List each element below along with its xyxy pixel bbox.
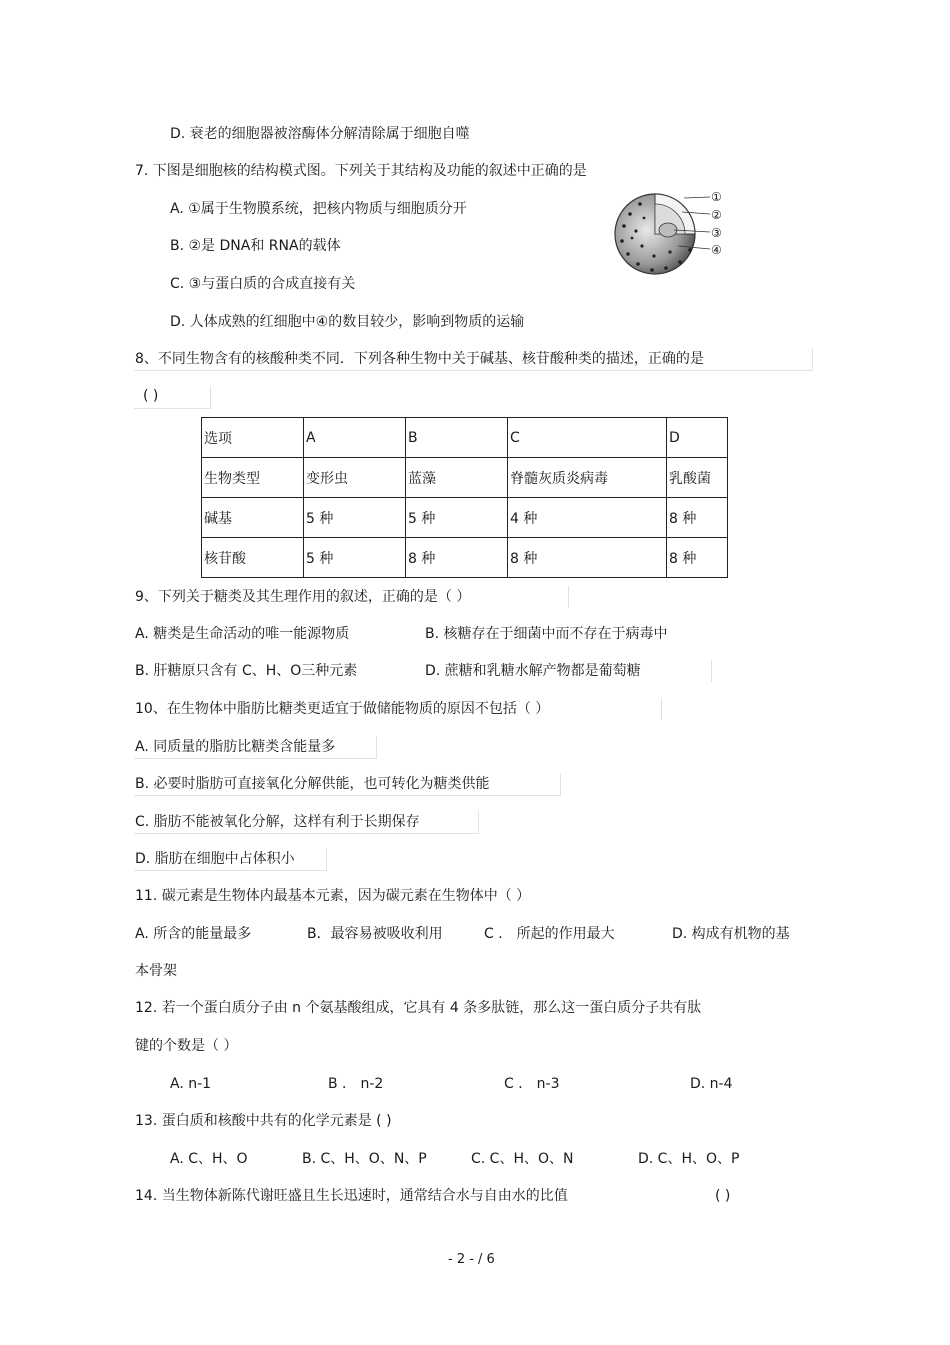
q11-stem: 11. 碳元素是生物体内最基本元素，因为碳元素在生物体中（ ）: [135, 888, 531, 904]
table-cell: C: [508, 418, 667, 458]
q12-option-a: A. n-1: [170, 1076, 212, 1092]
table-cell: 乳酸菌: [667, 458, 728, 498]
q9-stem: 9、下列关于糖类及其生理作用的叙述，正确的是（ ）: [135, 589, 471, 605]
q11-option-d-continued: 本骨架: [135, 963, 177, 979]
table-cell: 8 种: [667, 538, 728, 578]
q7-option-d: D. 人体成熟的红细胞中④的数目较少，影响到物质的运输: [170, 314, 525, 330]
q7-option-c: C. ③与蛋白质的合成直接有关: [170, 276, 356, 292]
q13-option-a: A. C、H、O: [170, 1151, 248, 1167]
table-row: [202, 538, 728, 578]
q7-stem: 7. 下图是细胞核的结构模式图。下列关于其结构及功能的叙述中正确的是: [135, 163, 587, 179]
q9-option-c: B. 肝糖原只含有 C、H、O三种元素: [135, 663, 358, 679]
table-row: [202, 418, 728, 458]
q10-option-a: A. 同质量的脂肪比糖类含能量多: [135, 739, 336, 755]
table-cell: 核苷酸: [202, 538, 304, 578]
table-cell: 8 种: [406, 538, 508, 578]
figure-label-3: ③: [711, 226, 722, 240]
q13-option-c: C. C、H、O、N: [471, 1151, 574, 1167]
q8-options-table: [201, 417, 728, 578]
table-cell: 4 种: [508, 498, 667, 538]
q12-option-b: B ． n-2: [328, 1076, 384, 1092]
table-cell: 5 种: [304, 538, 406, 578]
q12-stem-continued: 键的个数是（ ）: [135, 1038, 238, 1054]
q9-option-b: B. 核糖存在于细菌中而不存在于病毒中: [425, 626, 668, 642]
q12-stem: 12. 若一个蛋白质分子由 n 个氨基酸组成，它具有 4 条多肽链，那么这一蛋白质分子共有肽: [135, 1000, 702, 1016]
q7-option-b: B. ②是 DNA和 RNA的载体: [170, 238, 341, 254]
table-cell: 脊髓灰质炎病毒: [508, 458, 667, 498]
figure-label-1: ①: [711, 190, 722, 204]
q11-option-d: D. 构成有机物的基: [672, 926, 790, 942]
q6-option-d: D. 衰老的细胞器被溶酶体分解清除属于细胞自噬: [170, 126, 470, 142]
q14-stem: 14. 当生物体新陈代谢旺盛且生长迅速时，通常结合水与自由水的比值: [135, 1188, 568, 1204]
q11-option-a: A. 所含的能量最多: [135, 926, 252, 942]
figure-label-2: ②: [711, 208, 722, 222]
q9-option-a: A. 糖类是生命活动的唯一能源物质: [135, 626, 350, 642]
table-cell: 碱基: [202, 498, 304, 538]
table-cell: 生物类型: [202, 458, 304, 498]
table-cell: A: [304, 418, 406, 458]
q10-option-d: D. 脂肪在细胞中占体积小: [135, 851, 295, 867]
table-cell: 5 种: [304, 498, 406, 538]
q8-answer-bracket: ( ): [143, 388, 159, 404]
table-cell: 5 种: [406, 498, 508, 538]
q9-option-d: D. 蔗糖和乳糖水解产物都是葡萄糖: [425, 663, 641, 679]
q13-option-d: D. C、H、O、P: [638, 1151, 740, 1167]
q7-option-a: A. ①属于生物膜系统，把核内物质与细胞质分开: [170, 201, 467, 217]
q14-answer-bracket: ( ): [715, 1188, 731, 1204]
q12-option-d: D. n-4: [690, 1076, 733, 1092]
table-cell: 8 种: [667, 498, 728, 538]
table-cell: 变形虫: [304, 458, 406, 498]
scan-artifact-line: [711, 660, 712, 682]
q13-option-b: B. C、H、O、N、P: [302, 1151, 427, 1167]
table-cell: B: [406, 418, 508, 458]
table-row: [202, 458, 728, 498]
table-row: [202, 498, 728, 538]
q12-option-c: C ． n-3: [504, 1076, 560, 1092]
q11-option-c: C ． 所起的作用最大: [484, 926, 615, 942]
q8-stem: 8、不同生物含有的核酸种类不同．下列各种生物中关于碱基、核苷酸种类的描述，正确的是: [135, 351, 704, 367]
table-cell: 蓝藻: [406, 458, 508, 498]
figure-label-4: ④: [711, 243, 722, 257]
q10-option-b: B. 必要时脂肪可直接氧化分解供能，也可转化为糖类供能: [135, 776, 490, 792]
table-cell: D: [667, 418, 728, 458]
table-cell: 8 种: [508, 538, 667, 578]
q13-stem: 13. 蛋白质和核酸中共有的化学元素是 ( ): [135, 1113, 392, 1129]
page-number: - 2 - / 6: [448, 1252, 495, 1267]
q10-stem: 10、在生物体中脂肪比糖类更适宜于做储能物质的原因不包括（ ）: [135, 701, 550, 717]
q10-option-c: C. 脂肪不能被氧化分解，这样有利于长期保存: [135, 814, 420, 830]
q11-option-b: B．最容易被吸收利用: [307, 926, 443, 942]
table-cell: 选项: [202, 418, 304, 458]
